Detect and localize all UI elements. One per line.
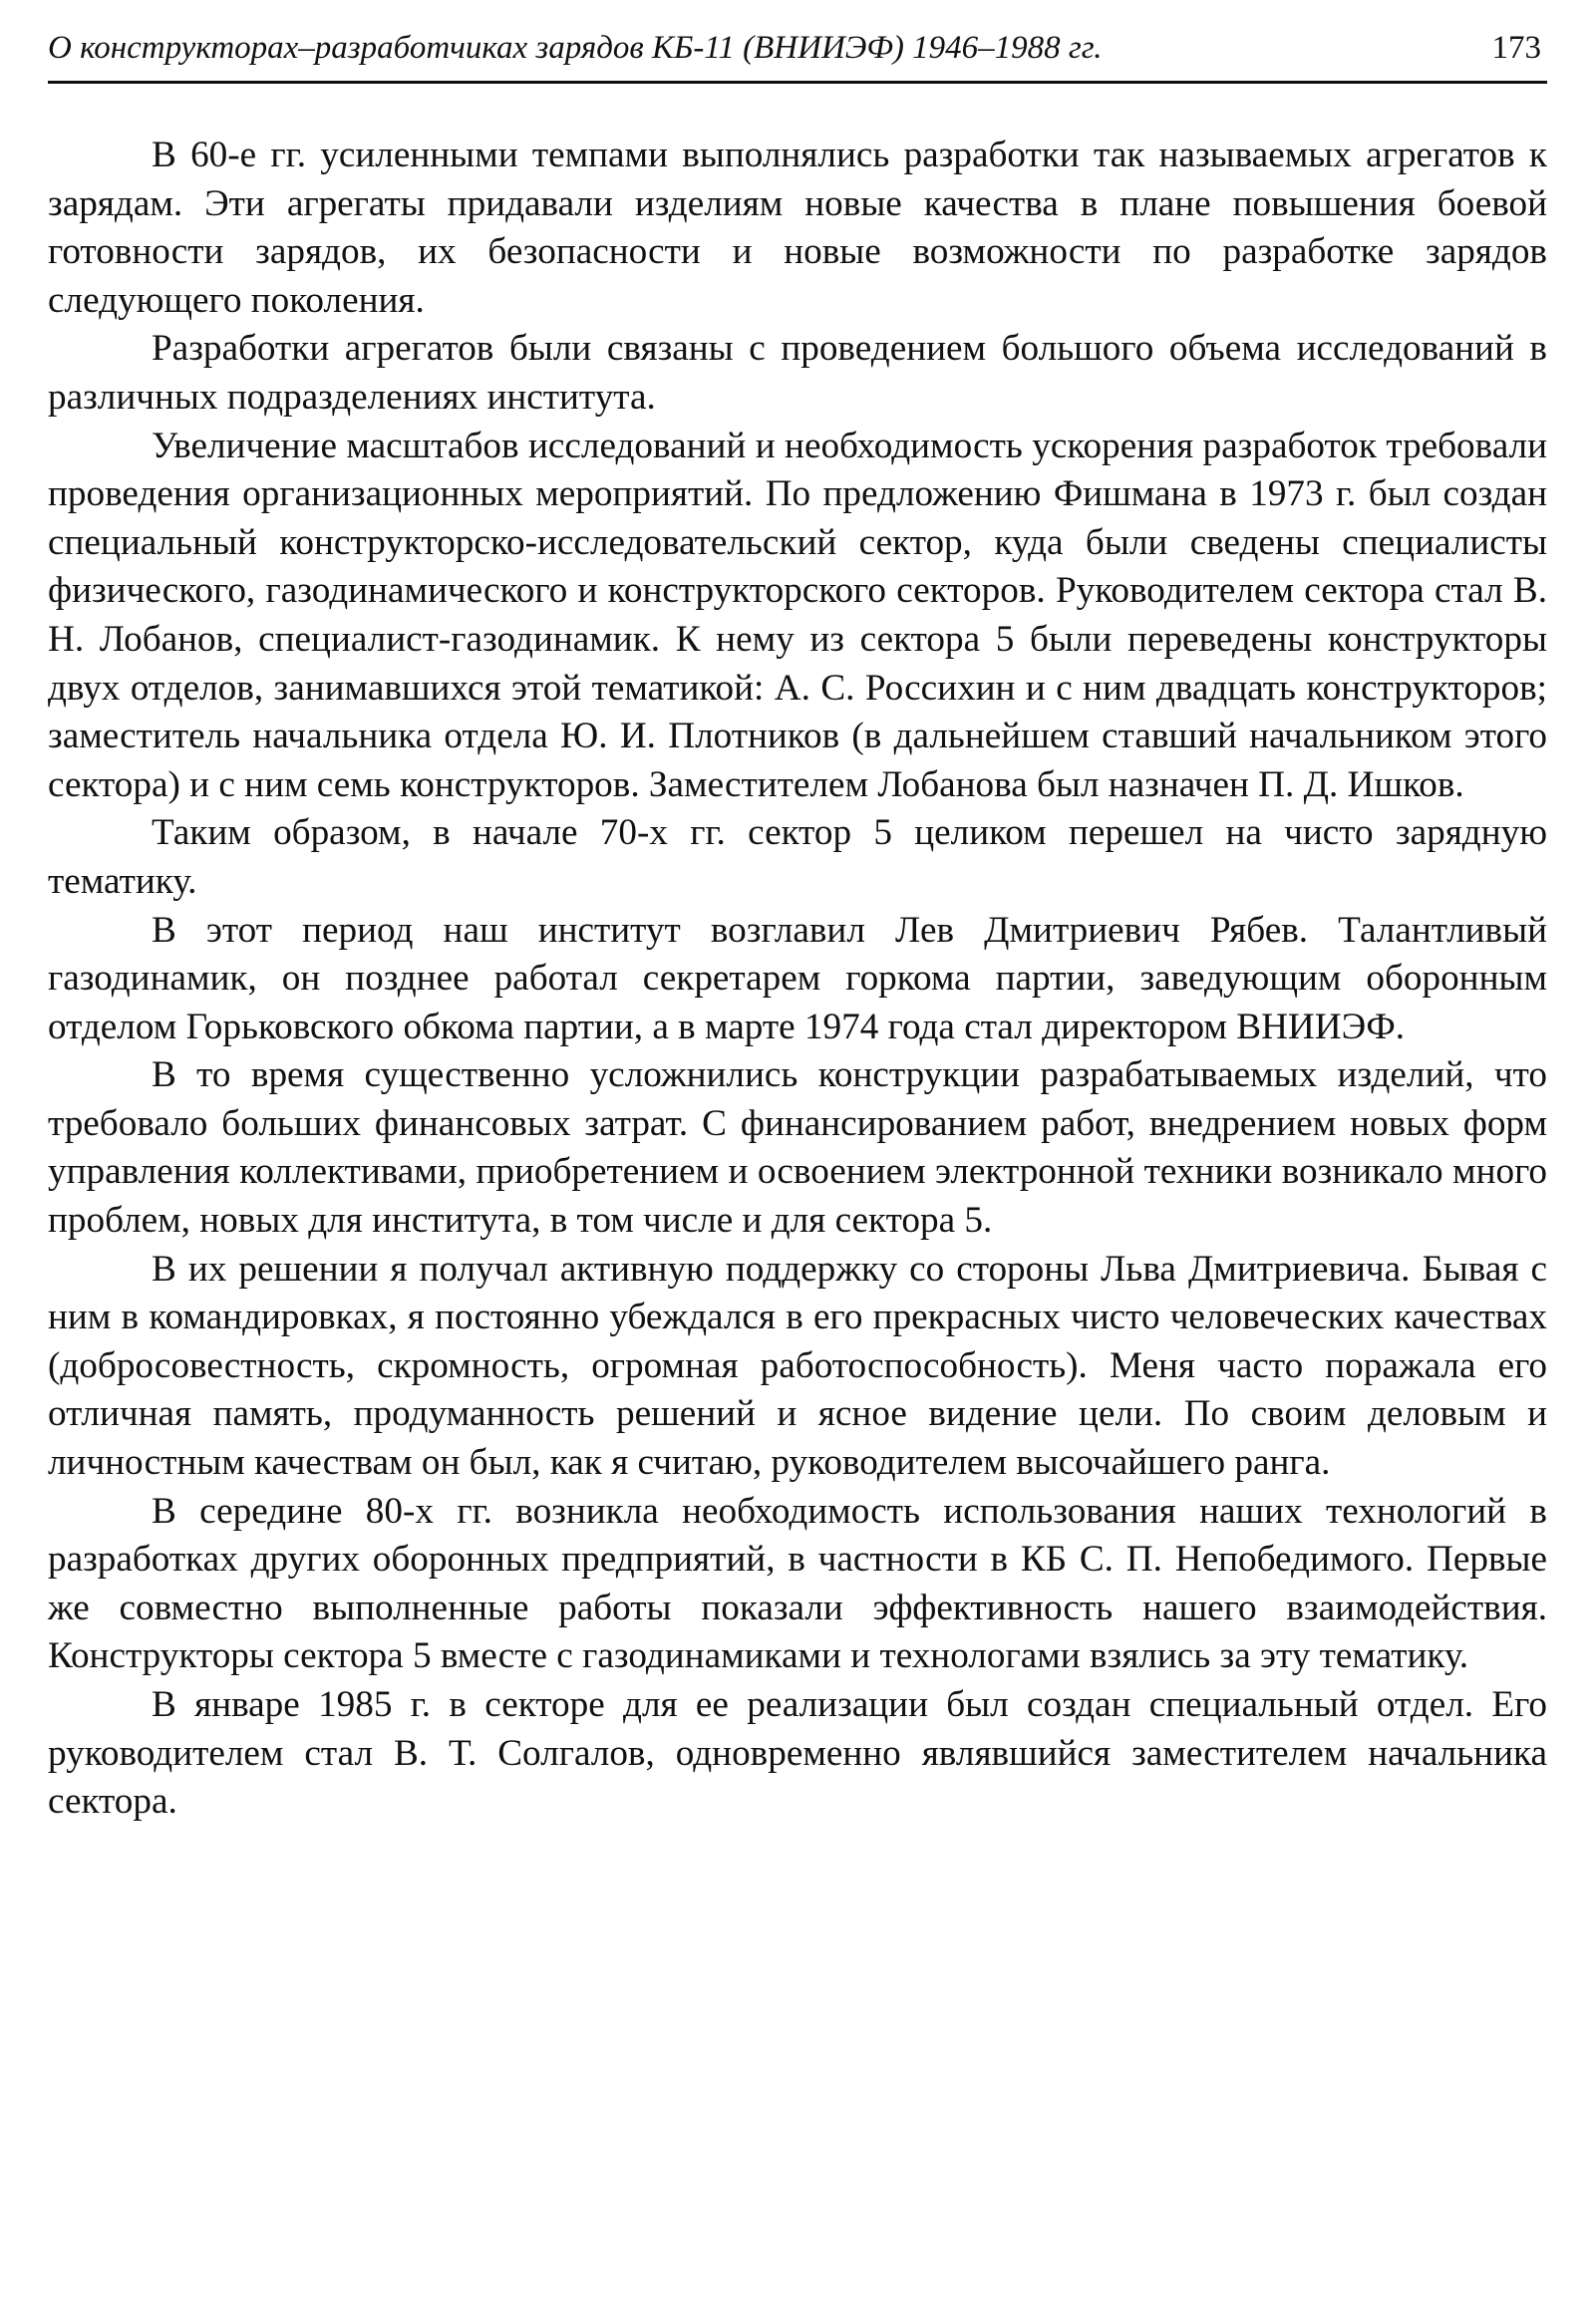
paragraph: В их решении я получал активную поддержку со стороны Льва Дмитриевича. Бывая с ним в командировках, я постоянно убеждался в его прекрасных чисто человеческих качествах (добросовестность, скромность, огромная работоспособность). Меня часто поражала его отличная память, продуманность решений и ясное видение цели. По своим деловым и личностным качествам он был, как я считаю, руководителем высочайшего ранга. xyxy=(48,1248,1547,1484)
paragraph: Таким образом, в начале 70-х гг. сектор 5 целиком перешел на чисто зарядную тематику. xyxy=(48,812,1547,902)
running-title: О конструкторах–разработчиках зарядов КБ-11 (ВНИИЭФ) 1946–1988 гг. xyxy=(48,30,1103,66)
header-rule xyxy=(48,81,1547,84)
paragraph: Увеличение масштабов исследований и необходимость ускорения разработок требовали проведения организационных мероприятий. По предложению Фишмана в 1973 г. был создан специальный конструкторско-исследовательский сектор, куда были сведены специалисты физического, газодинамического и конструкторского секторов. Руководителем сектора стал В. Н. Лобанов, специалист-газодинамик. К нему из сектора 5 были переведены конструкторы двух отделов, занимавшихся этой тематикой: А. С. Россихин и с ним двадцать конструкторов; заместитель начальника отдела Ю. И. Плотников (в дальнейшем ставший начальником этого сектора) и с ним семь конструкторов. Заместителем Лобанова был назначен П. Д. Ишков. xyxy=(48,425,1547,805)
running-head xyxy=(48,26,1547,76)
paragraph: В то время существенно усложнились конструкции разрабатываемых изделий, что требовало больших финансовых затрат. С финансированием работ, внедрением новых форм управления коллективами, приобретением и освоением электронной техники возникало много проблем, новых для института, в том числе и для сектора 5. xyxy=(48,1054,1547,1242)
body-text xyxy=(48,132,1547,1827)
paragraph: В середине 80-х гг. возникла необходимость использования наших технологий в разработках других оборонных предприятий, в частности в КБ С. П. Непобедимого. Первые же совместно выполненные работы показали эффективность нашего взаимодействия. Конструкторы сектора 5 вместе с газодинамиками и технологами взялись за эту тематику. xyxy=(48,1490,1547,1677)
paragraph: В январе 1985 г. в секторе для ее реализации был создан специальный отдел. Его руководителем стал В. Т. Солгалов, одновременно являвшийся заместителем начальника сектора. xyxy=(48,1684,1547,1823)
paragraph: В этот период наш институт возглавил Лев Дмитриевич Рябев. Талантливый газодинамик, он позднее работал секретарем горкома партии, заведующим оборонным отделом Горьковского обкома партии, а в марте 1974 года стал директором ВНИИЭФ. xyxy=(48,909,1547,1047)
paragraph: В 60-е гг. усиленными темпами выполнялись разработки так называемых агрегатов к зарядам. Эти агрегаты придавали изделиям новые качества в плане повышения боевой готовности зарядов, их безопасности и новые возможности по разработке зарядов следующего поколения. xyxy=(48,135,1547,321)
page-number: 173 xyxy=(1491,30,1541,66)
paragraph: Разработки агрегатов были связаны с проведением большого объема исследований в различных подразделениях института. xyxy=(48,328,1547,418)
